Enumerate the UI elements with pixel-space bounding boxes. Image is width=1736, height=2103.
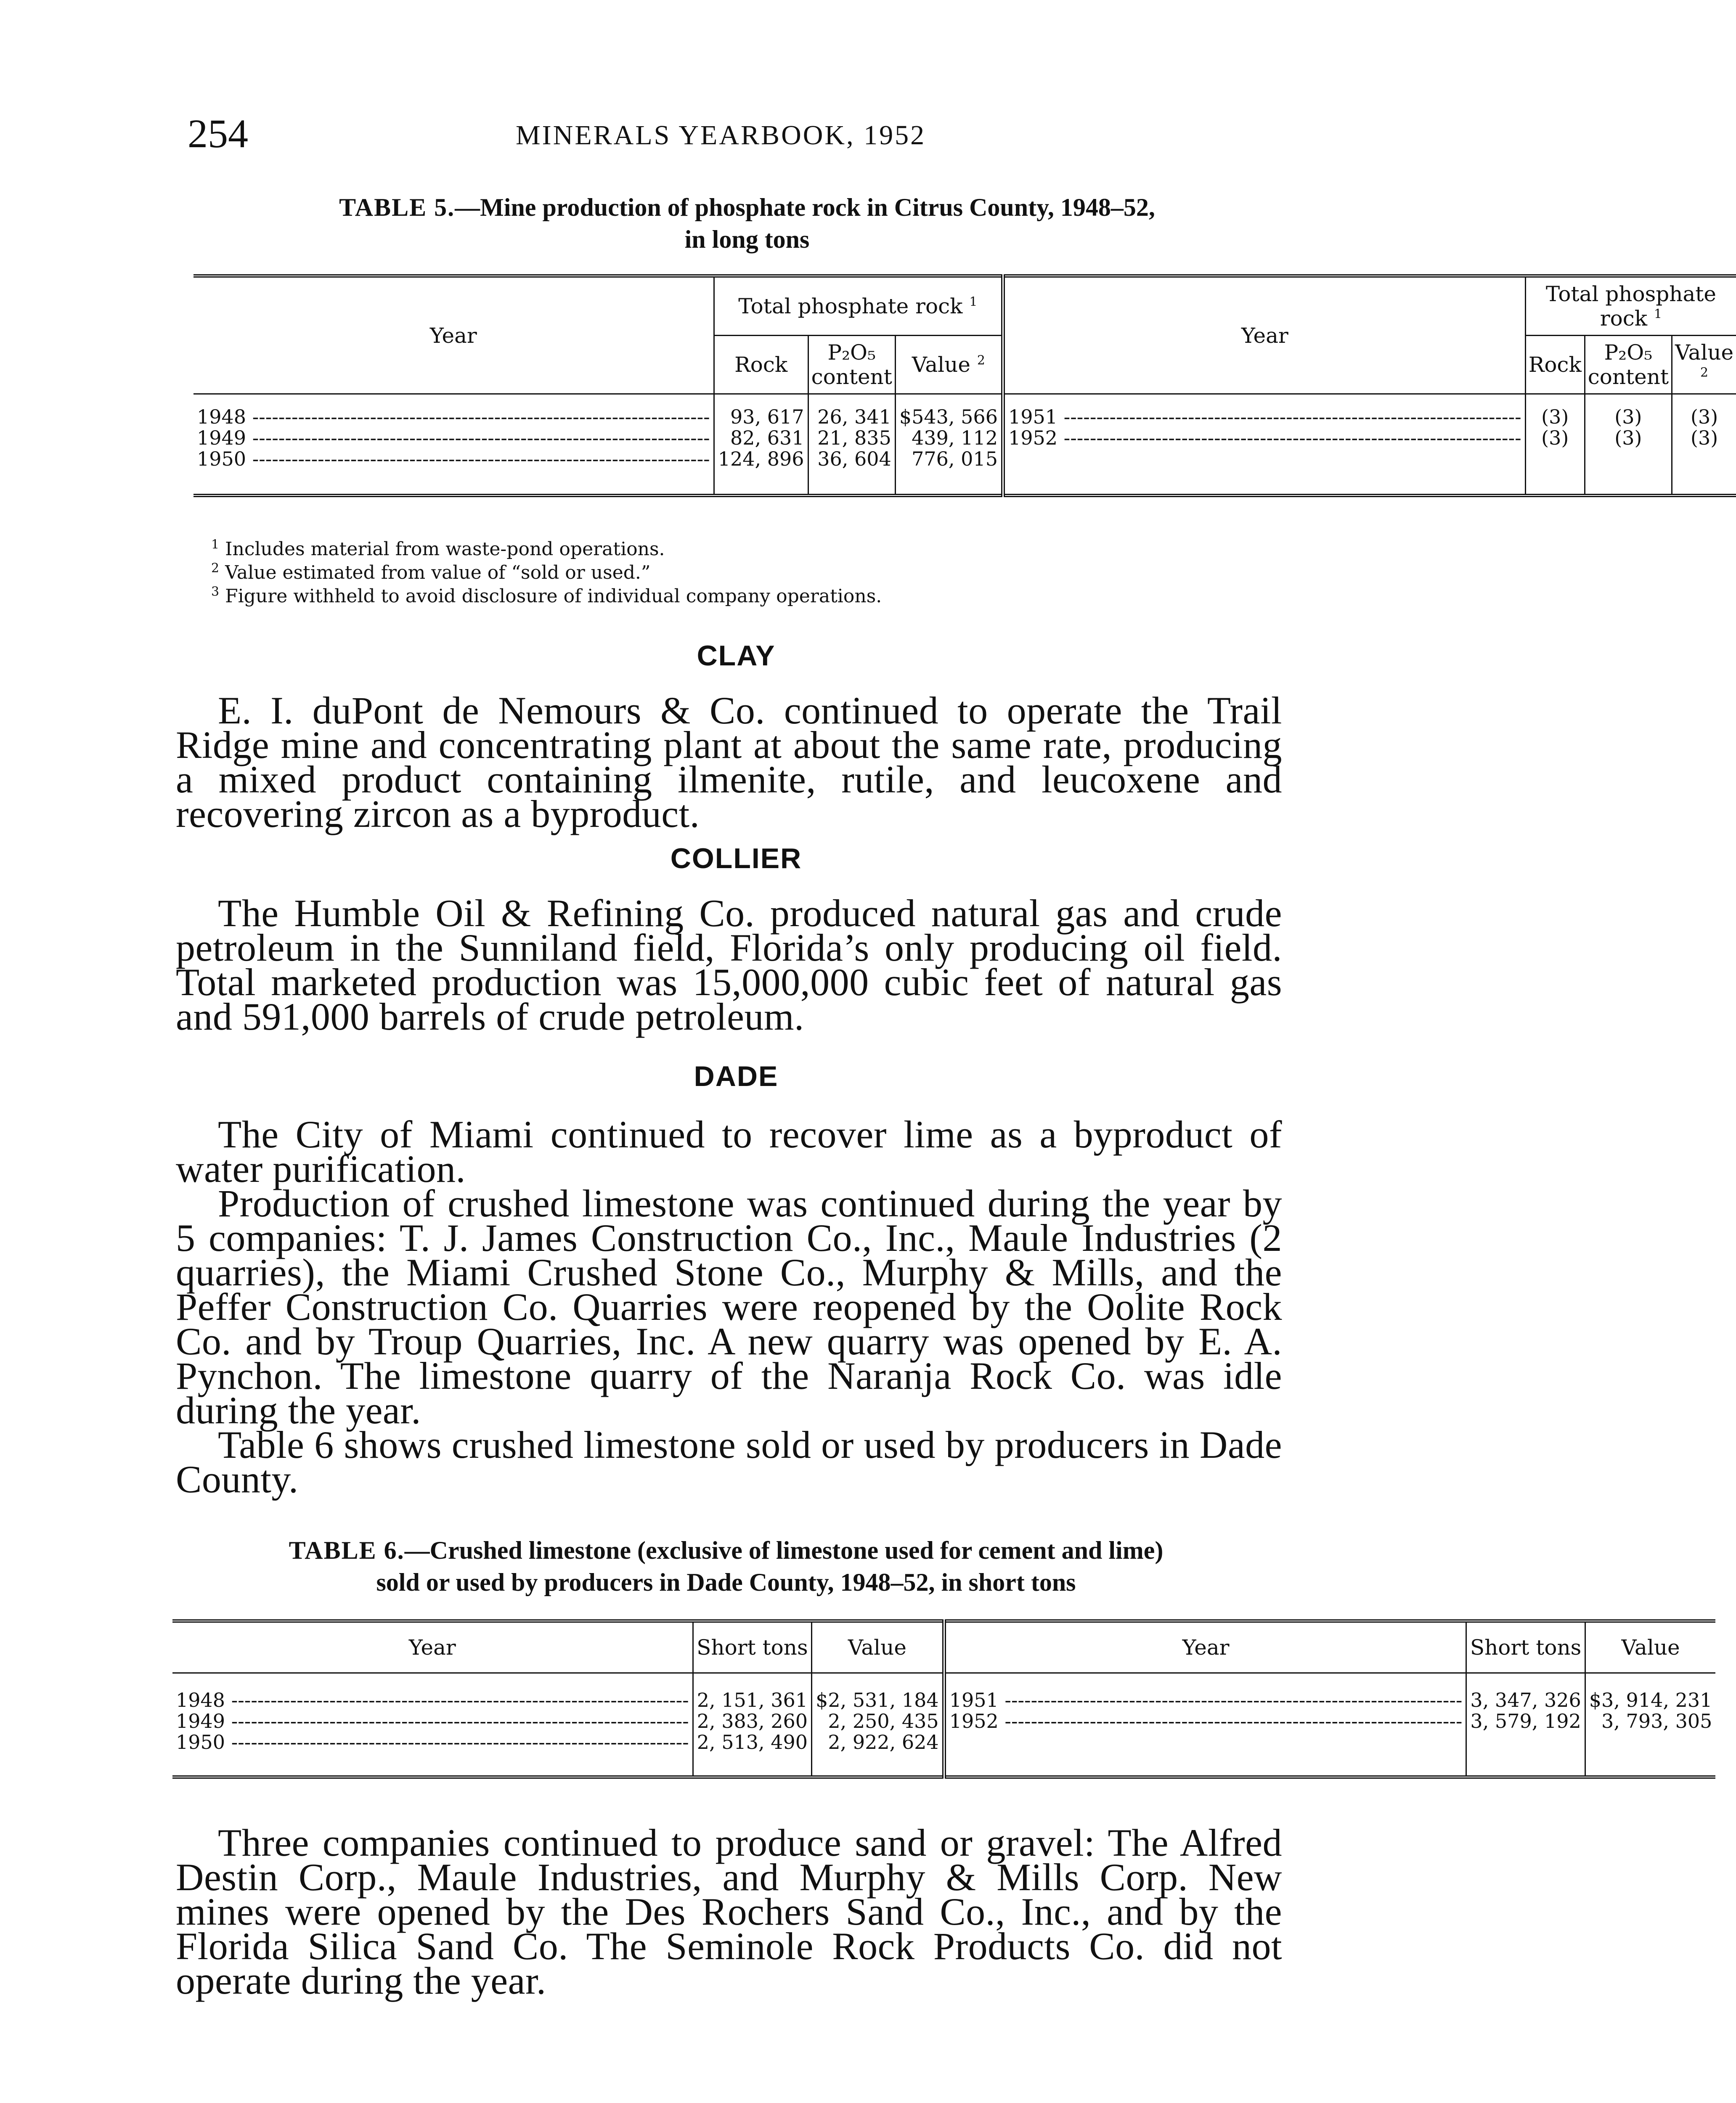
table5-title-line1: —Mine production of phosphate rock in Citrus County, 1948–52, xyxy=(455,193,1155,221)
table5-col-value-left-label: Value xyxy=(912,352,970,377)
table5-col-value-left-fn: 2 xyxy=(977,353,985,368)
table6-tons: 2, 151, 361 xyxy=(693,1673,811,1711)
table5-p2o5: (3) xyxy=(1585,394,1672,428)
footnote xyxy=(211,585,1305,608)
table5-rock: 124, 896 xyxy=(714,448,808,495)
table5-value: $543, 566 xyxy=(895,394,1003,428)
table5-col-group-left-fn: 1 xyxy=(969,294,978,310)
table6-caption-line1 xyxy=(167,1534,1285,1566)
table5-col-rock-left: Rock xyxy=(714,336,808,394)
table5-col-p2o5-right: P₂O₅ content xyxy=(1585,336,1672,394)
paragraph-clay: E. I. duPont de Nemours & Co. continued to operate the Trail Ridge mine and concentrating plant at about the same rate, producing a mixed product containing ilmenite, rutile, and leucoxene and recovering zircon as a byproduct. xyxy=(176,689,1282,835)
table5-year: 1948 ----- xyxy=(193,394,714,428)
table6 xyxy=(172,1619,1715,1779)
table5-empty-cell xyxy=(1672,448,1736,495)
table5-rock: (3) xyxy=(1525,394,1585,428)
table5-rock: (3) xyxy=(1525,427,1585,448)
table5-year: 1952 ----- xyxy=(1003,427,1525,448)
table6-empty-cell xyxy=(1585,1732,1715,1777)
table6-value: 2, 922, 624 xyxy=(812,1732,944,1777)
paragraph-dade-3: Table 6 shows crushed limestone sold or used by producers in Dade County. xyxy=(176,1423,1282,1501)
section-heading-dade: DADE xyxy=(694,1060,779,1092)
table5-col-group-left xyxy=(714,276,1003,336)
table5-col-group-right-label: Total phosphate rock xyxy=(1545,282,1716,331)
table6-year: 1950 ----- xyxy=(172,1732,693,1777)
table6-col-value-right: Value xyxy=(1585,1621,1715,1673)
table6-year: 1948 ----- xyxy=(172,1673,693,1711)
footnote xyxy=(211,538,1305,561)
footnote-mark: 1 xyxy=(211,537,220,552)
table5-caption-line1 xyxy=(188,191,1307,223)
table5-year: 1950 ----- xyxy=(193,448,714,495)
paragraph-dade-4: Three companies continued to produce sand or gravel: The Alfred Destin Corp., Maule Industries, and Murphy & Mills Corp. New mines were opened by the Des Rochers Sand Co., Inc., and by the Florida Silica Sand Co. The Seminole Rock Products Co. did not operate during the year. xyxy=(176,1821,1282,2002)
table5-footnotes xyxy=(211,538,1305,608)
table5-col-rock-right: Rock xyxy=(1525,336,1585,394)
table5-col-p2o5-left: P₂O₅ content xyxy=(808,336,895,394)
footnote-mark: 3 xyxy=(211,584,220,599)
table6-value: $3, 914, 231 xyxy=(1585,1673,1715,1711)
table-row xyxy=(172,1732,1715,1777)
table5-p2o5: (3) xyxy=(1585,427,1672,448)
table5-p2o5: 21, 835 xyxy=(808,427,895,448)
table5-value: 439, 112 xyxy=(895,427,1003,448)
table5-col-value-right-label: Value xyxy=(1675,340,1734,365)
table6-year: 1951 ----- xyxy=(944,1673,1466,1711)
table6-tons: 3, 579, 192 xyxy=(1466,1711,1585,1732)
footnote-text: Includes material from waste-pond operations. xyxy=(225,538,665,560)
paragraph-dade-2: Production of crushed limestone was continued during the year by 5 companies: T. J. James Construction Co., Inc., Maule Industries (2 quarries), the Miami Crushed Stone Co., Murphy & Mills, and the Peffer Construction Co. Quarries were reopened by the Oolite Rock Co. and by Troup Quarries, Inc. A new quarry was opened by E. A. Pynchon. The limestone quarry of the Naranja Rock Co. was idle during the year. xyxy=(176,1182,1282,1432)
table6-tons: 2, 513, 490 xyxy=(693,1732,811,1777)
table5-col-group-right xyxy=(1525,276,1736,336)
table6-label: TABLE 6. xyxy=(289,1536,405,1564)
table-row xyxy=(172,1711,1715,1732)
table5-col-year-left: Year xyxy=(193,276,714,394)
table5-empty-cell xyxy=(1585,448,1672,495)
table6-year: 1949 ----- xyxy=(172,1711,693,1732)
table5-rock: 93, 617 xyxy=(714,394,808,428)
table6-value: 2, 250, 435 xyxy=(812,1711,944,1732)
table6-col-tons-right: Short tons xyxy=(1466,1621,1585,1673)
paragraph-collier: The Humble Oil & Refining Co. produced natural gas and crude petroleum in the Sunniland field, Florida’s only producing oil field. Total marketed production was 15,000,000 cubic feet of natural gas and 591,000 barrels of crude petroleum. xyxy=(176,892,1282,1038)
table5-title-line2: in long tons xyxy=(684,225,810,253)
table5-empty-cell xyxy=(1525,448,1585,495)
table6-tons: 3, 347, 326 xyxy=(1466,1673,1585,1711)
table5 xyxy=(193,274,1736,497)
table5-caption xyxy=(188,191,1307,255)
table6-title-line1: —Crushed limestone (exclusive of limestone used for cement and lime) xyxy=(404,1536,1164,1564)
table6-empty-cell xyxy=(1466,1732,1585,1777)
table5-empty-cell xyxy=(1003,448,1525,495)
footnote-mark: 2 xyxy=(211,561,220,576)
footnote-text: Value estimated from value of “sold or used.” xyxy=(225,562,651,583)
table5-col-value-left xyxy=(895,336,1003,394)
table5-p2o5: 26, 341 xyxy=(808,394,895,428)
section-heading-clay: CLAY xyxy=(697,640,776,672)
table6-col-value-left: Value xyxy=(812,1621,944,1673)
table6-value: 3, 793, 305 xyxy=(1585,1711,1715,1732)
page-header xyxy=(188,110,1281,156)
table5-value: 776, 015 xyxy=(895,448,1003,495)
table5-col-year-right: Year xyxy=(1003,276,1525,394)
table-row xyxy=(193,394,1736,428)
table6-empty-cell xyxy=(944,1732,1466,1777)
footnote-text: Figure withheld to avoid disclosure of individual company operations. xyxy=(225,585,882,607)
table5-col-group-right-fn: 1 xyxy=(1654,307,1662,322)
table6-caption xyxy=(167,1534,1285,1598)
page-number: 254 xyxy=(188,111,248,156)
paragraph-dade-1: The City of Miami continued to recover lime as a byproduct of water purification. xyxy=(176,1113,1282,1190)
table5-year: 1949 ----- xyxy=(193,427,714,448)
table5-value: (3) xyxy=(1672,427,1736,448)
table6-col-tons-left: Short tons xyxy=(693,1621,811,1673)
running-title: MINERALS YEARBOOK, 1952 xyxy=(516,120,926,151)
table6-tons: 2, 383, 260 xyxy=(693,1711,811,1732)
table6-col-year-right: Year xyxy=(944,1621,1466,1673)
table6-value: $2, 531, 184 xyxy=(812,1673,944,1711)
table5-value: (3) xyxy=(1672,394,1736,428)
table-row xyxy=(193,427,1736,448)
section-heading-collier: COLLIER xyxy=(670,842,802,874)
table5-rock: 82, 631 xyxy=(714,427,808,448)
table6-title-line2: sold or used by producers in Dade County, 1948–52, in short tons xyxy=(376,1568,1076,1596)
footnote xyxy=(211,561,1305,585)
table-row xyxy=(172,1673,1715,1711)
table5-col-value-right xyxy=(1672,336,1736,394)
table6-year: 1952 ----- xyxy=(944,1711,1466,1732)
table5-label: TABLE 5. xyxy=(339,193,455,221)
table6-col-year-left: Year xyxy=(172,1621,693,1673)
table5-p2o5: 36, 604 xyxy=(808,448,895,495)
table5-col-group-left-label: Total phosphate rock xyxy=(738,294,963,318)
table5-year: 1951 ----- xyxy=(1003,394,1525,428)
table5-col-value-right-fn: 2 xyxy=(1700,365,1709,380)
table-row xyxy=(193,448,1736,495)
